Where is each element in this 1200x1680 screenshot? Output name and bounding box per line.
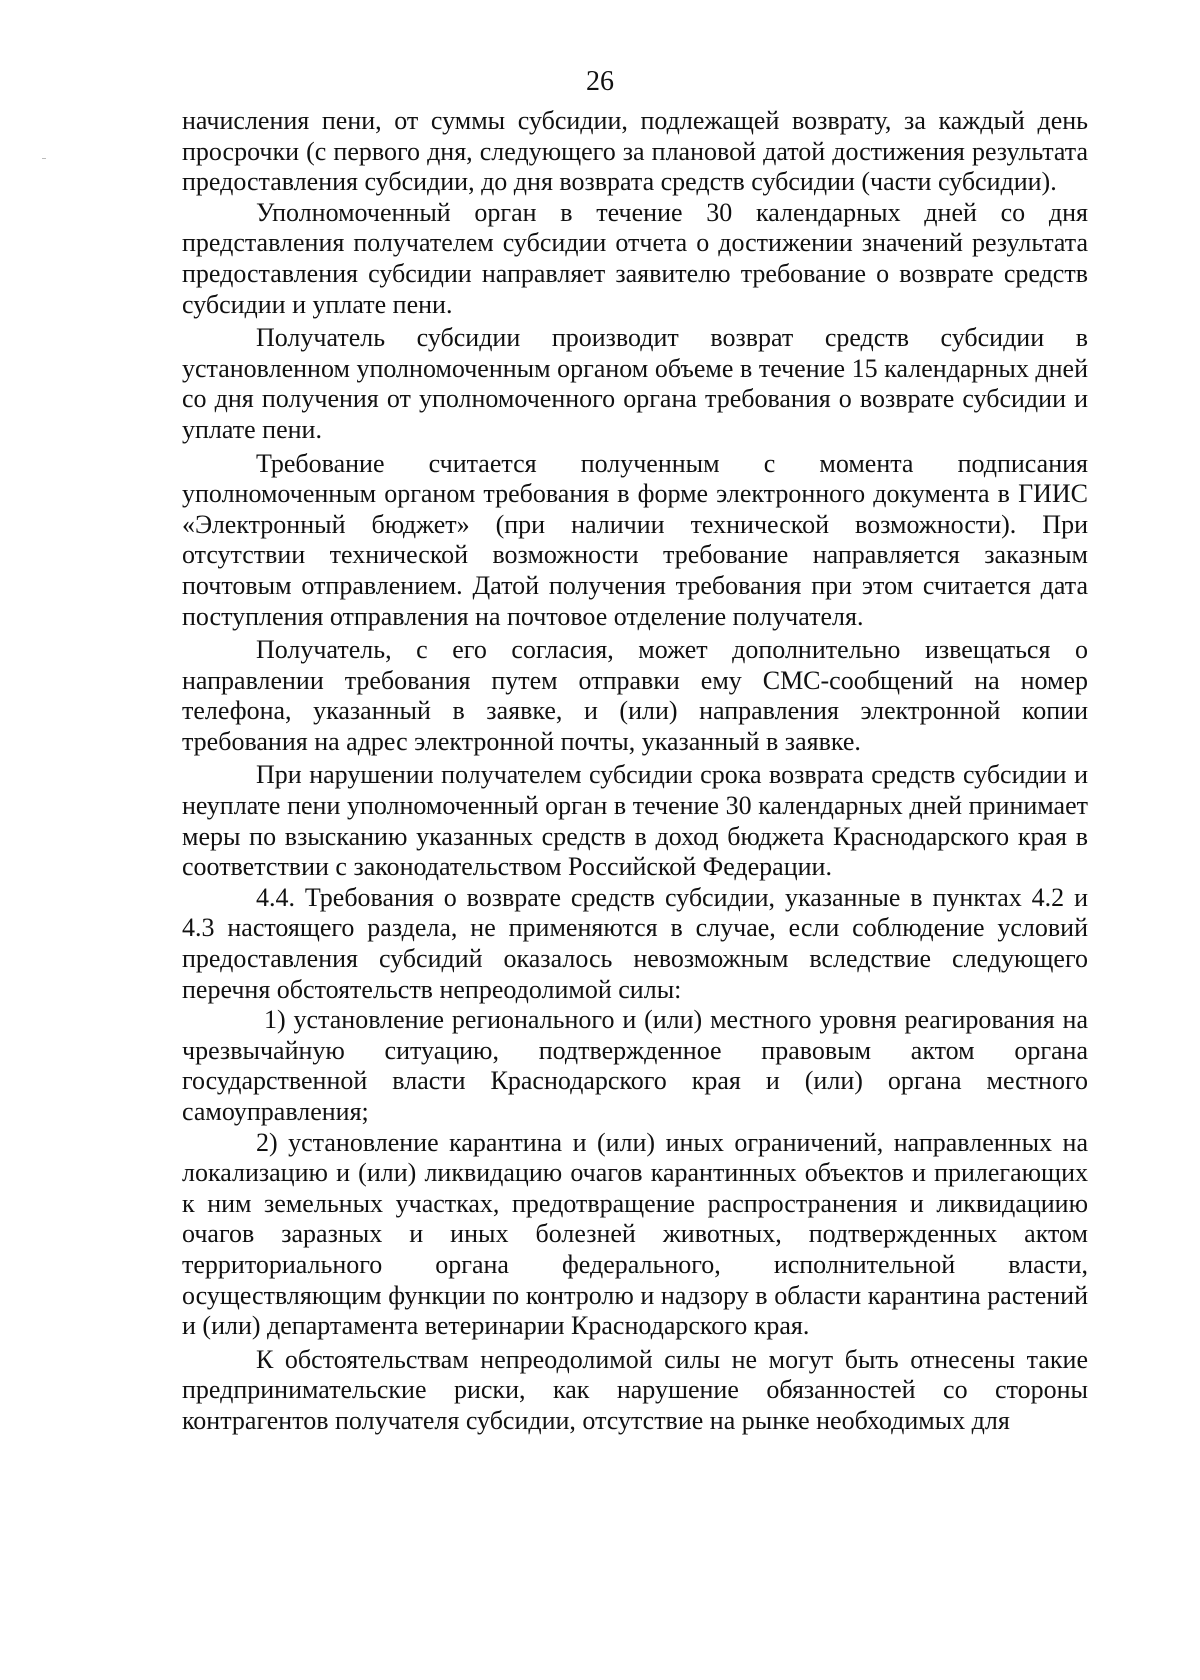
paragraph-recipient-refund: Получатель субсидии производит возврат средств субсидии в установленном уполномоченным органом объеме в течение 15 календарных дней со дня получения от уполномоченного органа требования о возврате субсидии и уплате пени. [182, 323, 1088, 444]
paragraph-section-4-4: 4.4. Требования о возврате средств субсидии, указанные в пунктах 4.2 и 4.3 настоящего раздела, не применяются в случае, если соблюдение условий предоставления субсидий оказалось невозможным вследствие следующего перечня обстоятельств непреодолимой силы: [182, 882, 1088, 1004]
list-item-emergency: 1) установление регионального и (или) местного уровня реагирования на чрезвычайную ситуацию, подтвержденное правовым актом органа государственной власти Краснодарского края и (или) органа местного самоуправления; [182, 1005, 1088, 1126]
paragraph-sms-notification: Получатель, с его согласия, может дополнительно извещаться о направлении требования путем отправки ему СМС-сообщений на номер телефона, указанный в заявке, и (или) направления электронной копии требования на адрес электронной почты, указанный в заявке. [182, 635, 1088, 756]
paragraph-force-majeure-exclusions: К обстоятельствам непреодолимой силы не могут быть отнесены такие предпринимательские риски, как нарушение обязанностей со стороны контрагентов получателя субсидии, отсутствие на рынке необходимых для [182, 1344, 1088, 1435]
list-item-quarantine: 2) установление карантина и (или) иных ограничений, направленных на локализацию и (или) ликвидацию очагов карантинных объектов и прилегающих к ним земельных участках, предотвращение распространения и ликвидациию очагов заразных и иных болезней животных, подтвержденных актом территориального органа федерального, исполнительной власти, осуществляющим функции по контролю и надзору в области карантина растений и (или) департамента ветеринарии Краснодарского края. [182, 1127, 1088, 1341]
document-body [182, 106, 1088, 1437]
paragraph-requirement-receipt: Требование считается полученным с момента подписания уполномоченным органом требования в форме электронного документа в ГИИС «Электронный бюджет» (при наличии технической возможности). При отсутствии технической возможности требование направляется заказным почтовым отправлением. Датой получения требования при этом считается дата поступления отправления на почтовое отделение получателя. [182, 448, 1088, 631]
page-number: 26 [586, 66, 614, 97]
paragraph-authority-requirement: Уполномоченный орган в течение 30 календарных дней со дня представления получателем субсидии отчета о достижении значений результата предоставления субсидии направляет заявителю требование о возврате средств субсидии и уплате пени. [182, 197, 1088, 319]
paragraph-recovery-measures: При нарушении получателем субсидии срока возврата средств субсидии и неуплате пени уполномоченный орган в течение 30 календарных дней принимает меры по взысканию указанных средств в доход бюджета Краснодарского края в соответствии с законодательством Российской Федерации. [182, 760, 1088, 882]
scan-artifact [42, 158, 46, 159]
paragraph-penalty-calculation: начисления пени, от суммы субсидии, подлежащей возврату, за каждый день просрочки (с первого дня, следующего за плановой датой достижения результата предоставления субсидии, до дня возврата средств субсидии (части субсидии). [182, 106, 1088, 197]
